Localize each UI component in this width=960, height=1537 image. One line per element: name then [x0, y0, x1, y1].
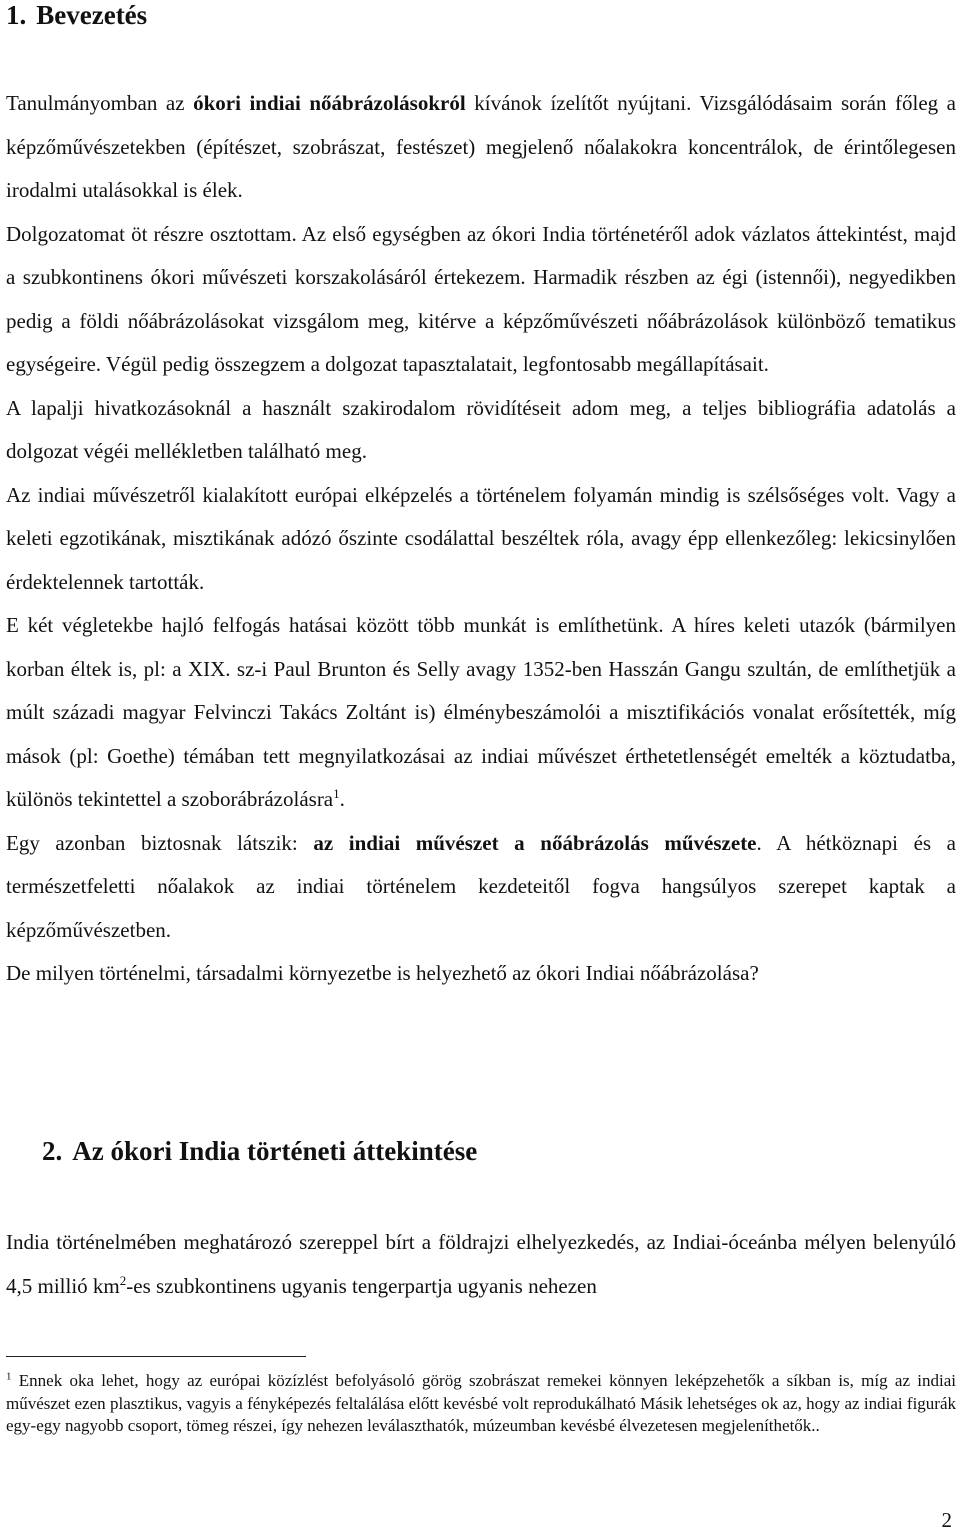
section-2-p1-text-b: -es szubkontinens ugyanis tengerpartja ugyanis nehezen — [126, 1273, 597, 1298]
section-1-number: 1. — [6, 0, 27, 30]
footnote-marker: 1 — [6, 1370, 12, 1383]
intro-p5-text: E két végletekbe hajló felfogás hatásai között több munkát is említhetünk. A híres keleti utazók (bármilyen korban éltek is, pl: a XIX. sz-i Paul Brunton és Selly avagy 1352-ben Hasszán Gangu szultán, de említhetjük a múlt századi magyar Felvinczi Takács Zoltánt is) élménybeszámolói a misztifikációs vonalat erősítették, míg mások (pl: Goethe) témában tett megnyilatkozásai az indiai művészet érthetetlenségét emelték a köztudatba, különös tekintettel a szoborábrázolásra — [6, 613, 956, 811]
section-2-paragraph-1 — [6, 1221, 956, 1308]
intro-p1-bold: ókori indiai nőábrázolásokról — [193, 91, 466, 115]
page-number: 2 — [941, 1508, 952, 1532]
intro-paragraph-5 — [6, 604, 956, 822]
section-2-title: Az ókori India történeti áttekintése — [72, 1136, 478, 1166]
section-2-number: 2. — [42, 1136, 63, 1166]
section-2-body — [6, 1221, 956, 1308]
intro-p1-text-a: Tanulmányomban az — [6, 91, 194, 115]
intro-p6-text-a: Egy azonban biztosnak látszik: — [6, 830, 314, 855]
footnote-text: Ennek oka lehet, hogy az európai közízlést befolyásoló görög szobrászat remekei könnyen leképzehetők a síkban is, míg az indiai művészet ezen plasztikus, vagyis a fényképezés feltalálása előtt kevésbé volt reprodukálható Másik lehetséges ok az, hogy az indiai figurák egy-egy nagyobb csoport, tömeg részei, így nehezen leválaszthatók, múzeumban kevésbé élvezetesen megjeleníthetők.. — [6, 1371, 956, 1435]
section-1-heading — [6, 0, 147, 30]
section-2-heading — [42, 1136, 477, 1166]
intro-paragraph-3: A lapalji hivatkozásoknál a használt szakirodalom rövidítéseit adom meg, a teljes bibliográfia adatolás a dolgozat végéi mellékletben található meg. — [6, 395, 956, 463]
intro-paragraph-1 — [6, 82, 956, 213]
intro-p1-text-b: kívánok ízelítőt nyújtani. Vizsgálódásaim során főleg a képzőművészetekben (építészet, szobrászat, festészet) megjelenő nőalakokra koncentrálok, de érintőlegesen irodalmi utalásokkal is élek. — [6, 91, 957, 202]
intro-p6-bold: az indiai művészet a nőábrázolás művészete — [313, 830, 757, 855]
footnote-separator — [6, 1356, 306, 1357]
intro-paragraph-2: Dolgozatomat öt részre osztottam. Az első egységben az ókori India történetéről adok vázlatos áttekintést, majd a szubkontinens ókori művészeti korszakolásáról értekezem. Harmadik részben az égi (istennői), negyedikben pedig a földi nőábrázolásokat vizsgálom meg, kitérve a képzőművészeti nőábrázolások különböző tematikus egységeire. Végül pedig összegzem a dolgozat tapasztalatait, legfontosabb megállapításait. — [6, 221, 956, 376]
intro-body — [6, 82, 956, 996]
intro-paragraph-6 — [6, 822, 956, 953]
footnote-ref-1[interactable]: 1 — [333, 786, 340, 801]
intro-p5-end: . — [339, 787, 345, 811]
footnote-1 — [6, 1370, 956, 1438]
intro-paragraph-7: De milyen történelmi, társadalmi környezetbe is helyezhető az ókori Indiai nőábrázolása? — [6, 961, 759, 985]
superscript-2: 2 — [119, 1272, 127, 1288]
intro-p6-text-b: . A hétköznapi és a természetfeletti nőalakok az indiai történelem kezdeteitől fogva hangsúlyos szerepet kaptak a képzőművészetben. — [6, 830, 956, 942]
section-1-title: Bevezetés — [36, 0, 148, 30]
intro-paragraph-4: Az indiai művészetről kialakított európai elképzelés a történelem folyamán mindig is szélsőséges volt. Vagy a keleti egzotikának, misztikának adózó őszinte csodálattal beszéltek róla, avagy épp ellenkezőleg: lekicsinylően érdektelennek tartották. — [6, 482, 956, 594]
section-2-p1-text-a: India történelmében meghatározó szereppel bírt a földrajzi elhelyezkedés, az Indiai-óceánba mélyen belenyúló 4,5 millió km — [6, 1230, 956, 1298]
